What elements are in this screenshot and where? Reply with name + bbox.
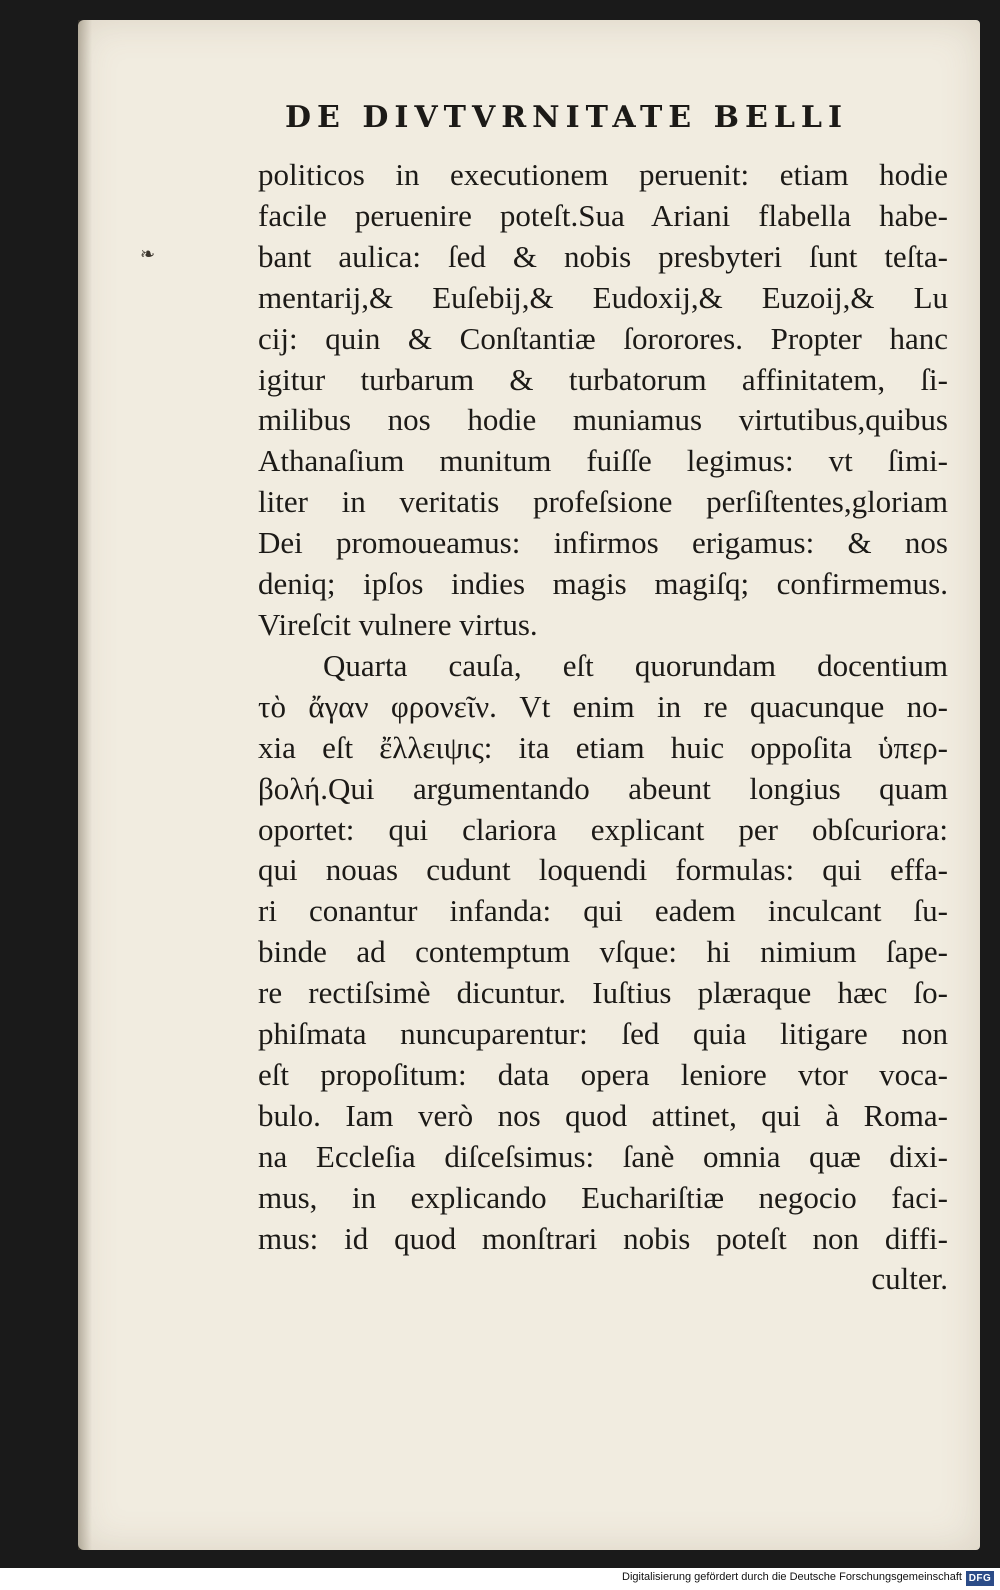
text-line: cij: quin & Conſtantiæ ſororores. Propter hanc bbox=[258, 320, 948, 356]
text-line: culter. bbox=[871, 1261, 948, 1297]
text-line: politicos in executionem peruenit: etiam hodie bbox=[258, 157, 948, 192]
text-line: binde ad contemptum vſque: hi nimium ſape- bbox=[258, 934, 948, 970]
text-line: milibus nos hodie muniamus virtutibus,quibus bbox=[258, 402, 948, 438]
marginal-mark-icon: ❧ bbox=[140, 244, 156, 265]
text-line: xia eſt ἔλλειψις: ita etiam huic oppoſita ὑπερ- bbox=[258, 729, 948, 765]
text-line: facile peruenire poteſt.Sua Ariani flabella habe- bbox=[258, 197, 948, 233]
text-line: mus: id quod monſtrari nobis poteſt non diffi- bbox=[258, 1220, 948, 1256]
text-line: τὸ ἄγαν φρονεῖν. Vt enim in re quacunque no- bbox=[258, 688, 948, 724]
text-line: igitur turbarum & turbatorum affinitatem, ſi- bbox=[258, 361, 948, 397]
text-line: Quarta cauſa, eſt quorundam docentium bbox=[323, 647, 948, 683]
dfg-logo: DFG bbox=[966, 1571, 994, 1586]
text-line: mus, in explicando Euchariſtiæ negocio faci- bbox=[258, 1179, 948, 1215]
text-line: Vireſcit vulnere virtus. bbox=[258, 606, 538, 642]
page-gutter-shadow bbox=[78, 20, 92, 1550]
text-line: phiſmata nuncuparentur: ſed quia litigare non bbox=[258, 1016, 948, 1052]
text-line: mentarij,& Euſebij,& Eudoxij,& Euzoij,& Lu bbox=[258, 279, 948, 315]
funding-credit: Digitalisierung gefördert durch die Deutsche Forschungsgemeinschaft bbox=[622, 1571, 962, 1583]
text-line: ri conantur infanda: qui eadem inculcant ſu- bbox=[258, 893, 948, 929]
text-line: βολή.Qui argumentando abeunt longius quam bbox=[258, 770, 948, 806]
text-line: deniq; ipſos indies magis magiſq; confirmemus. bbox=[258, 566, 948, 602]
body-text bbox=[258, 155, 948, 1300]
text-line: bant aulica: ſed & nobis presbyteri ſunt teſta- bbox=[258, 238, 948, 274]
text-line: qui nouas cudunt loquendi formulas: qui effa- bbox=[258, 852, 948, 888]
text-line: eſt propoſitum: data opera leniore vtor voca- bbox=[258, 1056, 948, 1092]
text-line: na Eccleſia diſceſsimus: ſanè omnia quæ dixi- bbox=[258, 1138, 948, 1174]
text-line: oportet: qui clariora explicant per obſcuriora: bbox=[258, 811, 948, 847]
running-head: DE DIVTVRNITATE BELLI bbox=[285, 100, 849, 135]
text-line: re rectiſsimè dicuntur. Iuſtius plæraque hæc ſo- bbox=[258, 975, 948, 1011]
text-line: Athanaſium munitum fuiſſe legimus: vt ſimi- bbox=[258, 443, 948, 479]
footer-bar bbox=[0, 1568, 1000, 1590]
text-line: bulo. Iam verò nos quod attinet, qui à Roma- bbox=[258, 1097, 948, 1133]
text-line: liter in veritatis profeſsione perſiſtentes,gloriam bbox=[258, 484, 948, 520]
text-line: Dei promoueamus: infirmos erigamus: & nos bbox=[258, 525, 948, 561]
